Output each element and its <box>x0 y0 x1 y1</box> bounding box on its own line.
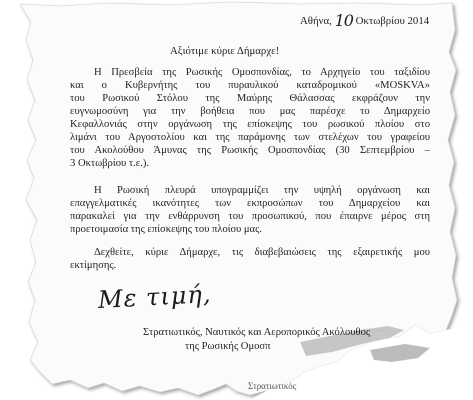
paragraph-2-line-3: παρακαλεί για την ενθάρρυνση του προσωπικού, που έπαιρνε μέρος στη <box>70 211 430 222</box>
date-month-year: Οκτωβρίου 2014 <box>355 15 430 27</box>
handwritten-closing: Με τιμή, <box>97 280 213 314</box>
date-city: Αθήνα, <box>300 15 332 27</box>
paragraph-1-line-3: του Ρωσικού Στόλου της Μαύρης Θάλασσας εκφράζουν την <box>70 93 430 104</box>
signatory-title-line-1: Στρατιωτικός, Ναυτικός και Αεροπορικός Ακόλουθος <box>143 327 371 338</box>
paragraph-2-line-4: προετοιμασία της επίσκεψης του πλοίου μας. <box>70 224 262 235</box>
signatory-title-line-2: της Ρωσικής Ομοσπ <box>185 341 271 352</box>
paragraph-3-line-2: εκτίμησης. <box>70 260 117 271</box>
paragraph-1-line-4: ευγνωμοσύνη για την βοήθεια που μας παρέσχε το Δημαρχείο <box>70 106 430 117</box>
paragraph-1-line-5: Κεφαλλονιάς στην οργάνωση της επίσκεψης του ρωσικού πλοίου στο <box>70 119 430 130</box>
paragraph-2-line-2: επαγγελματικές ικανότητες των εκπροσώπων του Δημαρχείου και <box>70 198 430 209</box>
paragraph-2-line-1: Η Ρωσική πλευρά υπογραμμίζει την υψηλή οργάνωση και <box>94 185 430 196</box>
dateline <box>300 12 429 28</box>
paragraph-1-line-7: του Ακολούθου Άμυνας της Ρωσικής Ομοσπονδίας (30 Σεπτεμβρίου – <box>70 145 430 156</box>
date-day-handwritten: 10 <box>334 11 353 30</box>
paragraph-1-line-6: λιμάνι του Αργοστολίου και της παράμονης των στελέχων του γραφείου <box>70 132 430 143</box>
signatory-name-fragment: Στρατιωτικός <box>248 381 297 391</box>
paragraph-1-line-2: και ο Κυβερνήτης του πυραυλικού καταδρομικού «MOSKVA» <box>70 80 430 91</box>
greeting: Αξιότιμε κύριε Δήμαρχε! <box>170 45 280 57</box>
paragraph-1-line-1: Η Πρεσβεία της Ρωσικής Ομοσπονδίας, το Αρχηγείο του ταξιδίου <box>94 67 430 78</box>
paragraph-1-line-8: 3 Οκτωβρίου τ.ε.). <box>70 158 150 169</box>
paragraph-3-line-1: Δεχθείτε, κύριε Δήμαρχε, τις διαβεβαιώσεις της εξαιρετικής μου <box>94 247 430 258</box>
